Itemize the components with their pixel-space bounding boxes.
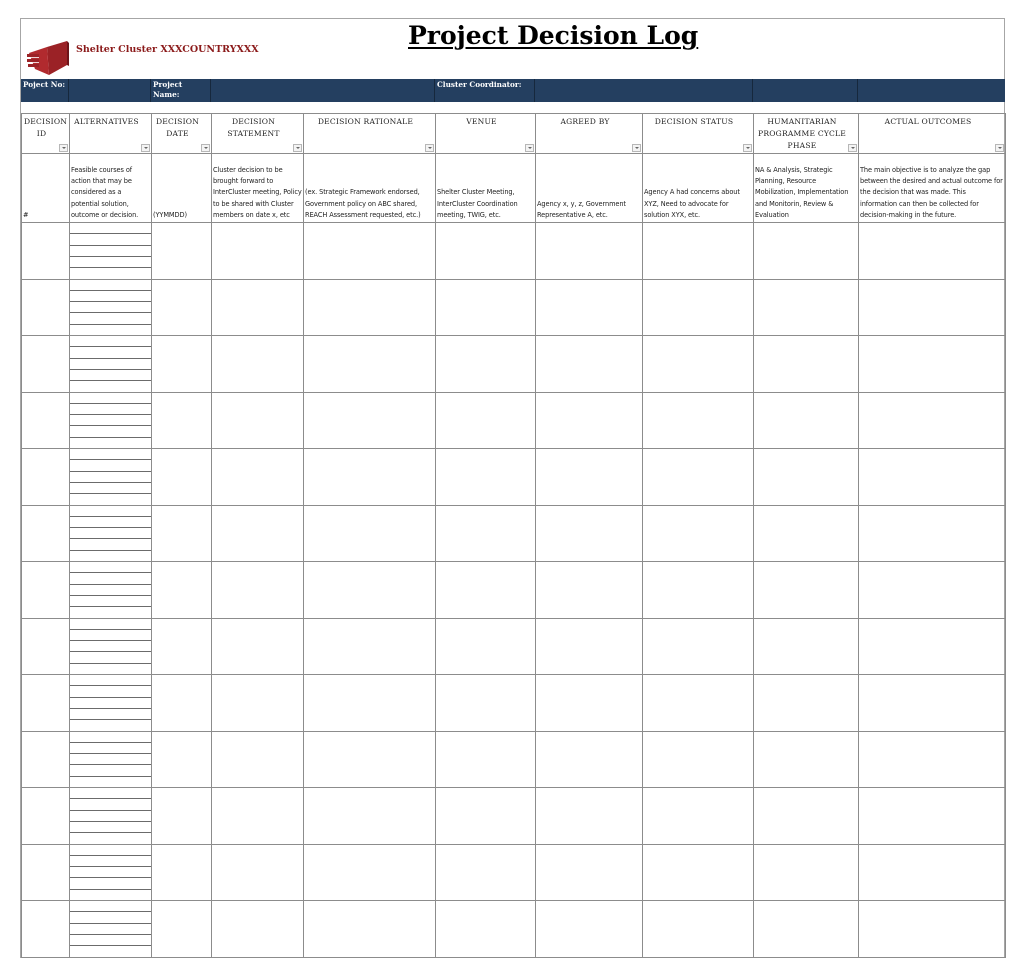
alternative-subline-cell[interactable] [70,845,151,856]
cell-hpc-phase[interactable] [754,844,859,901]
column-header-actual-outcomes: ACTUAL OUTCOMES [859,114,1006,154]
alternative-subline-cell[interactable] [70,551,151,561]
example-venue[interactable]: Shelter Cluster Meeting, InterCluster Coordination meeting, TWIG, etc. [436,154,536,223]
cell-hpc-phase[interactable] [754,505,859,562]
filter-dropdown-icon[interactable] [995,144,1004,152]
column-header-decision-rationale: DECISION RATIONALE [304,114,436,154]
filter-dropdown-icon[interactable] [848,144,857,152]
alternative-subline-cell[interactable] [70,370,151,381]
alternative-subline-cell[interactable] [70,246,151,257]
cell-decision-id[interactable] [22,279,70,336]
alternative-subline-cell[interactable] [70,381,151,391]
table-row [22,223,1006,280]
cell-decision-rationale[interactable] [304,392,436,449]
filter-dropdown-icon[interactable] [632,144,641,152]
cell-decision-rationale[interactable] [304,844,436,901]
alternative-subline-cell[interactable] [70,280,151,291]
column-header-decision-status: DECISION STATUS [643,114,754,154]
cell-decision-date[interactable] [152,392,212,449]
cell-actual-outcomes[interactable] [859,449,1006,506]
project-info-bar [21,79,1005,102]
example-alternatives[interactable]: Feasible courses of action that may be considered as a potential solution, outcome or decision. [70,154,152,223]
example-decision-date[interactable]: (YYMMDD) [152,154,212,223]
alternatives-sublines [70,675,151,731]
cell-actual-outcomes[interactable] [859,901,1006,958]
alternative-subline-cell[interactable] [70,359,151,370]
alternative-subline-cell[interactable] [70,268,151,278]
cell-alternatives[interactable] [70,675,152,732]
example-decision-id[interactable]: # [22,154,70,223]
table-row [22,901,1006,958]
cell-alternatives[interactable] [70,336,152,393]
cell-venue[interactable] [436,844,536,901]
alternatives-sublines [70,280,151,336]
alternative-subline-cell[interactable] [70,460,151,471]
project-no-field[interactable] [69,79,151,102]
example-agreed-by[interactable]: Agency x, y, z, Government Representative A, etc. [536,154,643,223]
project-no-label: Poject No: [21,79,69,102]
cell-alternatives[interactable] [70,844,152,901]
cell-decision-rationale[interactable] [304,901,436,958]
cell-alternatives[interactable] [70,562,152,619]
alternatives-sublines [70,336,151,392]
cell-alternatives[interactable] [70,505,152,562]
table-row [22,618,1006,675]
filter-dropdown-icon[interactable] [201,144,210,152]
filter-dropdown-icon[interactable] [425,144,434,152]
alternative-subline-cell[interactable] [70,709,151,720]
cell-decision-statement[interactable] [212,336,304,393]
cell-venue[interactable] [436,788,536,845]
cell-decision-rationale[interactable] [304,279,436,336]
alternative-subline-cell[interactable] [70,664,151,674]
cell-decision-statement[interactable] [212,844,304,901]
cell-decision-status[interactable] [643,279,754,336]
cell-actual-outcomes[interactable] [859,336,1006,393]
alternative-subline-cell[interactable] [70,483,151,494]
cell-decision-date[interactable] [152,562,212,619]
cell-decision-rationale[interactable] [304,675,436,732]
cell-hpc-phase[interactable] [754,901,859,958]
project-name-label: Project Name: [151,79,211,102]
cell-venue[interactable] [436,618,536,675]
cell-decision-statement[interactable] [212,279,304,336]
alternative-subline-cell[interactable] [70,449,151,460]
cell-venue[interactable] [436,731,536,788]
alternative-subline-cell[interactable] [70,924,151,935]
cell-agreed-by[interactable] [536,223,643,280]
decision-table [21,113,1006,958]
alternative-subline-cell[interactable] [70,223,151,234]
alternative-subline-cell[interactable] [70,596,151,607]
alternative-subline-cell[interactable] [70,291,151,302]
cell-decision-statement[interactable] [212,901,304,958]
alternative-subline-cell[interactable] [70,799,151,810]
alternative-subline-cell[interactable] [70,698,151,709]
cell-alternatives[interactable] [70,223,152,280]
cell-agreed-by[interactable] [536,788,643,845]
alternative-subline-cell[interactable] [70,822,151,833]
cell-decision-rationale[interactable] [304,562,436,619]
cell-venue[interactable] [436,279,536,336]
example-row [22,154,1006,223]
table-row [22,731,1006,788]
cell-alternatives[interactable] [70,449,152,506]
cell-decision-statement[interactable] [212,788,304,845]
example-decision-status[interactable]: Agency A had concerns about XYZ, Need to advocate for solution XYX, etc. [643,154,754,223]
decision-table-wrapper [21,113,1005,958]
alternative-subline-cell[interactable] [70,652,151,663]
cell-alternatives[interactable] [70,279,152,336]
cell-decision-status[interactable] [643,844,754,901]
alternative-subline-cell[interactable] [70,777,151,787]
cell-agreed-by[interactable] [536,675,643,732]
filter-dropdown-icon[interactable] [743,144,752,152]
cluster-coordinator-label: Cluster Coordinator: [435,79,535,102]
alternative-subline-cell[interactable] [70,506,151,517]
decision-log-sheet [20,18,1005,958]
table-row [22,844,1006,901]
table-row [22,279,1006,336]
alternative-subline-cell[interactable] [70,325,151,335]
table-row [22,392,1006,449]
cell-decision-status[interactable] [643,336,754,393]
cell-actual-outcomes[interactable] [859,505,1006,562]
cell-decision-statement[interactable] [212,449,304,506]
cell-hpc-phase[interactable] [754,392,859,449]
column-header-decision-date: DECISION DATE [152,114,212,154]
page-title: Project Decision Log [408,21,699,50]
alternatives-sublines [70,562,151,618]
alternative-subline-cell[interactable] [70,890,151,900]
filter-dropdown-icon[interactable] [141,144,150,152]
cell-actual-outcomes[interactable] [859,223,1006,280]
alternative-subline-cell[interactable] [70,472,151,483]
cell-actual-outcomes[interactable] [859,844,1006,901]
cell-decision-statement[interactable] [212,618,304,675]
alternative-subline-cell[interactable] [70,313,151,324]
cell-decision-id[interactable] [22,223,70,280]
filter-dropdown-icon[interactable] [293,144,302,152]
cell-actual-outcomes[interactable] [859,392,1006,449]
cell-hpc-phase[interactable] [754,223,859,280]
alternative-subline-cell[interactable] [70,720,151,730]
cell-hpc-phase[interactable] [754,731,859,788]
alternative-subline-cell[interactable] [70,393,151,404]
alternative-subline-cell[interactable] [70,302,151,313]
alternative-subline-cell[interactable] [70,833,151,843]
alternative-subline-cell[interactable] [70,257,151,268]
alternatives-sublines [70,449,151,505]
info-bar-extra-cell[interactable] [753,79,858,102]
table-row [22,788,1006,845]
cell-alternatives[interactable] [70,901,152,958]
cell-venue[interactable] [436,562,536,619]
cell-actual-outcomes[interactable] [859,618,1006,675]
cell-alternatives[interactable] [70,618,152,675]
filter-dropdown-icon[interactable] [525,144,534,152]
alternative-subline-cell[interactable] [70,946,151,956]
alternative-subline-cell[interactable] [70,675,151,686]
alternatives-sublines [70,732,151,788]
cell-venue[interactable] [436,336,536,393]
cell-decision-id[interactable] [22,675,70,732]
alternatives-sublines [70,901,151,957]
cell-decision-date[interactable] [152,223,212,280]
cell-decision-status[interactable] [643,675,754,732]
cell-decision-date[interactable] [152,505,212,562]
cell-agreed-by[interactable] [536,505,643,562]
alternative-subline-cell[interactable] [70,336,151,347]
table-row [22,505,1006,562]
alternative-subline-cell[interactable] [70,528,151,539]
cell-decision-id[interactable] [22,901,70,958]
cell-hpc-phase[interactable] [754,618,859,675]
alternative-subline-cell[interactable] [70,743,151,754]
table-row [22,675,1006,732]
alternative-subline-cell[interactable] [70,539,151,550]
cell-decision-date[interactable] [152,731,212,788]
alternatives-sublines [70,393,151,449]
cell-venue[interactable] [436,505,536,562]
example-actual-outcomes[interactable]: The main objective is to analyze the gap between the desired and actual outcome for the decision that was made. This information can then be collected for decision-making in the future. [859,154,1006,223]
alternative-subline-cell[interactable] [70,912,151,923]
cell-agreed-by[interactable] [536,562,643,619]
alternative-subline-cell[interactable] [70,585,151,596]
cell-decision-statement[interactable] [212,562,304,619]
alternative-subline-cell[interactable] [70,347,151,358]
cell-decision-id[interactable] [22,618,70,675]
alternative-subline-cell[interactable] [70,426,151,437]
alternatives-sublines [70,223,151,279]
alternative-subline-cell[interactable] [70,788,151,799]
cell-decision-rationale[interactable] [304,505,436,562]
cell-agreed-by[interactable] [536,901,643,958]
cell-decision-id[interactable] [22,844,70,901]
column-header-decision-id: DECISION ID [22,114,70,154]
cell-decision-status[interactable] [643,731,754,788]
cell-decision-status[interactable] [643,901,754,958]
cell-venue[interactable] [436,223,536,280]
alternative-subline-cell[interactable] [70,765,151,776]
alternative-subline-cell[interactable] [70,562,151,573]
cell-decision-id[interactable] [22,788,70,845]
cell-hpc-phase[interactable] [754,279,859,336]
alternative-subline-cell[interactable] [70,234,151,245]
cell-decision-rationale[interactable] [304,731,436,788]
cell-decision-rationale[interactable] [304,449,436,506]
cell-decision-status[interactable] [643,788,754,845]
cell-agreed-by[interactable] [536,449,643,506]
cell-decision-status[interactable] [643,223,754,280]
cell-agreed-by[interactable] [536,392,643,449]
alternative-subline-cell[interactable] [70,607,151,617]
cell-decision-date[interactable] [152,788,212,845]
alternative-subline-cell[interactable] [70,573,151,584]
cell-decision-rationale[interactable] [304,336,436,393]
info-bar-extra-cell[interactable] [858,79,1005,102]
cell-decision-status[interactable] [643,449,754,506]
cell-decision-id[interactable] [22,392,70,449]
cell-venue[interactable] [436,675,536,732]
cell-alternatives[interactable] [70,731,152,788]
cell-venue[interactable] [436,449,536,506]
alternative-subline-cell[interactable] [70,641,151,652]
alternative-subline-cell[interactable] [70,856,151,867]
alternatives-sublines [70,788,151,844]
cell-hpc-phase[interactable] [754,336,859,393]
cell-decision-date[interactable] [152,844,212,901]
filter-dropdown-icon[interactable] [59,144,68,152]
cell-decision-date[interactable] [152,618,212,675]
cell-hpc-phase[interactable] [754,562,859,619]
cell-decision-status[interactable] [643,392,754,449]
cell-agreed-by[interactable] [536,336,643,393]
column-header-row [22,114,1006,154]
cell-decision-statement[interactable] [212,505,304,562]
column-header-hpc-phase: HUMANITARIAN PROGRAMME CYCLE PHASE [754,114,859,154]
cell-decision-statement[interactable] [212,223,304,280]
column-header-venue: VENUE [436,114,536,154]
cell-decision-status[interactable] [643,505,754,562]
project-name-field[interactable] [211,79,435,102]
cell-actual-outcomes[interactable] [859,562,1006,619]
example-hpc-phase[interactable]: NA & Analysis, Strategic Planning, Resource Mobilization, Implementation and Monitorin, Review & Evaluation [754,154,859,223]
cell-venue[interactable] [436,392,536,449]
example-decision-statement[interactable]: Cluster decision to be brought forward to InterCluster meeting, Policy to be shared with Cluster members on date x, etc [212,154,304,223]
cell-decision-statement[interactable] [212,675,304,732]
table-row [22,336,1006,393]
alternative-subline-cell[interactable] [70,754,151,765]
cell-decision-date[interactable] [152,901,212,958]
alternative-subline-cell[interactable] [70,415,151,426]
alternatives-sublines [70,845,151,901]
cell-agreed-by[interactable] [536,279,643,336]
cell-venue[interactable] [436,901,536,958]
column-header-alternatives: ALTERNATIVES [70,114,152,154]
table-row [22,449,1006,506]
cell-decision-status[interactable] [643,618,754,675]
alternative-subline-cell[interactable] [70,630,151,641]
column-header-agreed-by: AGREED BY [536,114,643,154]
cell-decision-rationale[interactable] [304,788,436,845]
cell-decision-status[interactable] [643,562,754,619]
alternative-subline-cell[interactable] [70,878,151,889]
cell-decision-date[interactable] [152,279,212,336]
cell-alternatives[interactable] [70,788,152,845]
organization-name: Shelter Cluster XXXCOUNTRYXXX [76,44,259,55]
cell-decision-date[interactable] [152,449,212,506]
cluster-coordinator-field[interactable] [535,79,753,102]
alternative-subline-cell[interactable] [70,619,151,630]
cell-decision-id[interactable] [22,505,70,562]
example-decision-rationale[interactable]: (ex. Strategic Framework endorsed, Government policy on ABC shared, REACH Assessment requested, etc.) [304,154,436,223]
column-header-decision-statement: DECISION STATEMENT [212,114,304,154]
cell-actual-outcomes[interactable] [859,279,1006,336]
alternative-subline-cell[interactable] [70,867,151,878]
cell-decision-id[interactable] [22,562,70,619]
cell-hpc-phase[interactable] [754,449,859,506]
alternative-subline-cell[interactable] [70,517,151,528]
cell-decision-id[interactable] [22,731,70,788]
cell-decision-date[interactable] [152,336,212,393]
cell-decision-statement[interactable] [212,392,304,449]
cell-agreed-by[interactable] [536,731,643,788]
cell-decision-statement[interactable] [212,731,304,788]
cell-decision-id[interactable] [22,449,70,506]
cell-decision-rationale[interactable] [304,618,436,675]
alternative-subline-cell[interactable] [70,494,151,504]
cell-agreed-by[interactable] [536,844,643,901]
alternative-subline-cell[interactable] [70,404,151,415]
cell-actual-outcomes[interactable] [859,788,1006,845]
cell-alternatives[interactable] [70,392,152,449]
alternative-subline-cell[interactable] [70,438,151,448]
cell-decision-id[interactable] [22,336,70,393]
cell-actual-outcomes[interactable] [859,731,1006,788]
alternative-subline-cell[interactable] [70,935,151,946]
alternatives-sublines [70,506,151,562]
shelter-hands-logo-icon [27,39,69,77]
table-row [22,562,1006,619]
alternatives-sublines [70,619,151,675]
cell-actual-outcomes[interactable] [859,675,1006,732]
cell-decision-date[interactable] [152,675,212,732]
alternative-subline-cell[interactable] [70,811,151,822]
alternative-subline-cell[interactable] [70,732,151,743]
cell-agreed-by[interactable] [536,618,643,675]
cell-hpc-phase[interactable] [754,675,859,732]
cell-decision-rationale[interactable] [304,223,436,280]
alternative-subline-cell[interactable] [70,686,151,697]
cell-hpc-phase[interactable] [754,788,859,845]
alternative-subline-cell[interactable] [70,901,151,912]
